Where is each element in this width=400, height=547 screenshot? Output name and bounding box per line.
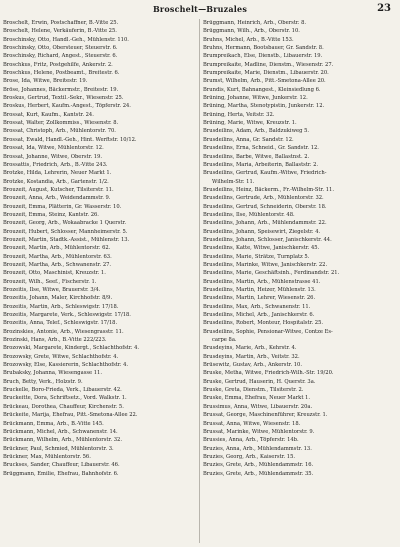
directory-entry: Brozeitis, Ilse, Witwe, Brauerstr. 3/4. bbox=[3, 287, 101, 293]
directory-entry: Bruzies, Grete, Arb., Mühlendammstr. 16. bbox=[203, 462, 314, 469]
directory-entry: Brückner, Paul, Schmied, Mühlentorstr. 3. bbox=[3, 445, 114, 452]
directory-entry: Broschkus, Helene, Postbeamt., Breitestr. 6. bbox=[3, 70, 120, 77]
directory-entry: Brüning, Johanne, Witwe, Junkerstr. 12. bbox=[203, 95, 308, 102]
directory-entry: Brumpreikach, Else, Dienstb., Libauerstr. 19. bbox=[203, 53, 323, 60]
directory-entry: Brückner, Max, Mühlentorstr. 56. bbox=[3, 453, 91, 460]
directory-entry: Brusdeilins, Gertrude, Arb., Mühlentorstr. 32. bbox=[203, 195, 324, 202]
directory-entry: Brouzeit, Martin, Stadtk.-Assist., Mühlenstr. 13. bbox=[3, 236, 130, 243]
directory-entry: Brusdeilins, Martin, Arb., Mühlenstrasse 41. bbox=[203, 278, 321, 285]
directory-entry: Brusdeilins, Erna, Schneid., Gr. Sandstr. 12. bbox=[203, 145, 319, 152]
directory-entry: Brumst, Wilhelm, Arb., Pitt.-Smetona-Allee 20. bbox=[203, 78, 326, 85]
directory-entry: Brusdeilins, Johann, Speisewirt, Ziegelstr. 4. bbox=[203, 228, 321, 235]
directory-entry: Brouzeit, Martin, Arb., Mühlentorstr. 62. bbox=[3, 245, 111, 252]
directory-entry: Brusdeilins, Anna, Gr. Sandstr. 12. bbox=[203, 136, 294, 143]
directory-entry: Brouzeit, Hubert, Schlosser, Mannheimerstr. 5. bbox=[3, 228, 128, 235]
directory-entry: Brouzeit, Otto, Maschinist, Kreuzstr. 1. bbox=[3, 270, 106, 277]
directory-entry: carpe 8a. bbox=[212, 337, 237, 344]
directory-entry: Brusdeilins, Maria, Arbeiterin, Ballaststr. 2. bbox=[203, 161, 319, 168]
directory-entry: Brouzeit, Wilh., Seef., Fischerstr. 1. bbox=[3, 278, 97, 285]
directory-entry: Brouzeit, Georg, Arb., Wokaabracke 1 Querstr. bbox=[3, 220, 127, 227]
directory-entry: Broschelt, Helene, Verkäuferin, B.-Vitte 25. bbox=[3, 28, 117, 35]
directory-entry: Broschelt, Erwin, Postschaffner, B.-Vitte 25. bbox=[3, 20, 119, 26]
page-header bbox=[0, 4, 400, 16]
directory-entry: Brossat, Ida, Witwe, Mühlentorstr. 12. bbox=[3, 145, 104, 152]
directory-entry: Bruckeitte, Dora, Schriftsetz., Vord. Walkstr. 1. bbox=[3, 395, 127, 402]
column-divider bbox=[199, 19, 200, 543]
directory-entry: Brusdeilins, Gertrud, Kaufm.-Witwe, Friedrich- bbox=[203, 170, 327, 177]
directory-entry: Brossat, Christoph, Arb., Mühlentorstr. 70. bbox=[3, 128, 116, 135]
directory-entry: Brusdeilins, Marie, Geschäftsinh., Ferdinandstr. 21. bbox=[203, 270, 340, 277]
directory-entry: Bruzies, Grete, Arb., Mühlendammstr. 35. bbox=[203, 470, 314, 477]
directory-entry: Brumpreikaite, Marie, Dienstm., Libauerstr. 20. bbox=[203, 70, 329, 77]
directory-entry: Brotzke, Kostandia, Arb., Gartenstr. 1/2. bbox=[3, 178, 109, 185]
directory-entry: Brüggmann, Wilh., Arb., Oberstr. 10. bbox=[203, 28, 300, 35]
directory-entry: Brusdeilins, Barbe, Witwe, Ballastnst. 2. bbox=[203, 153, 310, 160]
directory-entry: Brusdeilins, Sophie, Pensionar-Witwe, Contze Es- bbox=[203, 328, 333, 335]
directory-entry: Brussat, George, Maschinenführer, Kreuzstr. 1. bbox=[203, 412, 328, 419]
directory-entry: Brundis, Kurt, Bahnangest., Kleinsiedlung 6. bbox=[203, 86, 321, 93]
directory-entry: Brusdeilins, Michel, Arb., Janischkerstr. 6. bbox=[203, 312, 315, 319]
directory-entry: Brusdeilins, Marinke, Witwe, Janischkerstr. 22. bbox=[203, 261, 328, 268]
directory-entry: Brozeitis, Johann, Maler, Kirchhofstr. 8/9. bbox=[3, 295, 113, 302]
left-column bbox=[3, 19, 194, 478]
directory-entry: Brouzeit, August, Kutscher, Tilsiterstr. 11. bbox=[3, 186, 114, 193]
directory-entry: Brückmann, Wilhelm, Arb., Mühlentorstr. 32. bbox=[3, 437, 122, 444]
directory-entry: Brozeitis, Margarete, Verk., Schleswigstr. 17/18. bbox=[3, 312, 131, 319]
directory-entry: Brusdeyins, Martin, Arb., Veitstr. 32. bbox=[203, 353, 300, 360]
directory-entry: Bruzies, Georg, Arb., Kaiserstr. 15. bbox=[203, 453, 296, 460]
directory-entry: Brüning, Marie, Witwe, Kreuzstr. 1. bbox=[203, 120, 297, 127]
directory-entry: Bruske, Metha, Witwe, Friedrich-Wilh.-Str. 19/20. bbox=[203, 370, 334, 377]
directory-entry: Brusdeilins, Gertrud, Schneiderin, Oberstr. 18. bbox=[203, 203, 327, 210]
directory-entry: Brussimus, Anna, Witwe, Libauerstr. 20a. bbox=[203, 403, 313, 410]
directory-entry: Brouzeit, Martha, Arb., Mühlentorstr. 63. bbox=[3, 253, 112, 260]
running-head: Broschelt—Bruzales bbox=[152, 4, 248, 14]
directory-entry: Brozowski, Margarete, Kindergt., Schlachthofstr. 4. bbox=[3, 345, 140, 352]
directory-entry: Bruhns, Michel, Arb., B.-Vitte 153. bbox=[203, 36, 294, 43]
directory-entry: Brozeitis, Martin, Arb., Schleswigstr. 17/18. bbox=[3, 303, 119, 310]
directory-entry: Brüning, Herta, Veitstr. 32. bbox=[203, 111, 275, 118]
directory-entry: Broschkus, Fritz, Postgehilfe, Ankerstr. 2. bbox=[3, 61, 113, 68]
directory-entry: Brückmann, Emma, Arb., B.-Vitte 145. bbox=[3, 420, 104, 427]
directory-entry: Brussies, Anna, Arb., Töpferstr. 14b. bbox=[203, 437, 299, 444]
directory-entry: Broskus, Herbert, Kaufm.-Angest., Töpferstr. 24. bbox=[3, 103, 131, 110]
directory-entry: Brussat, Marinke, Witwe, Mühlentorstr. 9. bbox=[203, 428, 315, 435]
directory-entry: Brusdeilins, Adam, Arb., Baldzukiweg 5. bbox=[203, 128, 310, 135]
directory-entry: Brüsewitz, Gustav, Arb., Ankerstr. 10. bbox=[203, 362, 302, 369]
directory-entry: Brusdeilins, Martin, Lehrer, Wiesenstr. 26. bbox=[203, 295, 316, 302]
directory-entry: Brusdeilins, Johann, Schlosser, Janischkerstr. 44. bbox=[203, 236, 332, 243]
directory-entry: Broschinsky, Otto, Obersteuer, Steuerstr. 6. bbox=[3, 45, 118, 52]
directory-entry: Brossattis, Friedrich, Arb., B.-Vitte 243. bbox=[3, 161, 108, 168]
directory-entry: Brusdeilins, Max, Arb., Schwanenstr. 11. bbox=[203, 303, 311, 310]
directory-entry: Brouzeit, Anna, Arb., Weidendammstr. 9. bbox=[3, 195, 111, 202]
directory-entry: Brüggmann, Heinrich, Arb., Oberstr. 8. bbox=[203, 20, 307, 26]
directory-entry: Brusdeilins, Johann, Arb., Mühlendammstr. 22. bbox=[203, 220, 327, 227]
directory-entry: Brusdeilins, Robert, Monteur, Hospitalstr. 25. bbox=[203, 320, 324, 327]
directory-entry: Brouzeit, Martha, Arb., Schwanenstr. 27. bbox=[3, 261, 112, 268]
directory-entry: Brückeite, Marija, Ehefrau, Pitt.-Smetona-Allee 22. bbox=[3, 412, 138, 419]
directory-entry: Brüggmann, Emilie, Ehefrau, Bahnhofstr. 6. bbox=[3, 470, 119, 477]
directory-entry: Bruckelle, Boro-Frieda, Verk., Libauerstr. 42. bbox=[3, 387, 122, 394]
directory-entry: Brusdeilins, Heinz, Bäckerm., Fr.-Wilhelm-Str. 11. bbox=[203, 186, 334, 193]
directory-entry: Brüning, Martha, Stenotypistin, Junkerstr. 12. bbox=[203, 103, 325, 110]
directory-entry: Broschinsky, Richard, Angest., Steuerstr. 6. bbox=[3, 53, 118, 60]
directory-entry: Brouzeit, Emma, Steinz, Kantstr. 26. bbox=[3, 211, 99, 218]
directory-entry: Bruzies, Anna, Arb., Mühlendammstr. 13. bbox=[203, 445, 312, 452]
directory-entry: Brossat, Johanne, Witwe, Oberstr. 19. bbox=[3, 153, 103, 160]
directory-entry: Brose, Ida, Witwe, Breitestr. 19. bbox=[3, 78, 88, 85]
directory-entry: Brozowsky, Else, Kassiererin, Schlachthofstr. 4. bbox=[3, 362, 129, 369]
directory-entry: Brozowsky, Grete, Witwe, Schlachthofstr. 4. bbox=[3, 353, 119, 360]
directory-entry: Brozinskies, Antonie, Arb., Wiesengrasstr. 11. bbox=[3, 328, 124, 335]
directory-entry: Brusdeilins, Marie, Strätze, Turnplatz 5. bbox=[203, 253, 310, 260]
directory-entry: Brossat, Walter, Zollkommiss., Wiesenstr. 8. bbox=[3, 120, 119, 127]
directory-entry: Brusdeilins, Ilse, Mühlentorstr. 48. bbox=[203, 211, 295, 218]
directory-entry: Brozeitis, Anna, Telef., Schleswigstr. 17/18. bbox=[3, 320, 118, 327]
directory-entry: Brusdeilins, Katte, Witwe, Janischkerstr. 45. bbox=[203, 245, 320, 252]
page-number: 23 bbox=[377, 3, 391, 14]
directory-entry: Bruhns, Hermann, Bootsbauer, Gr. Sandstr. 8. bbox=[203, 45, 324, 52]
directory-entry: Brusdeilins, Martin, Heizer, Mühlenstr. 13. bbox=[203, 287, 316, 293]
directory-entry: Brückmann, Michel, Arb., Schwanenstr. 14. bbox=[3, 428, 118, 435]
directory-entry: Broskus, Gertrud, Textil.-Sekr., Wiesenstr. 25. bbox=[3, 95, 124, 102]
directory-entry: Brumpreikaite, Madline, Dienstm., Wiesenstr. 27. bbox=[203, 61, 334, 68]
directory-entry: Bruske, Emma, Ehefrau, Neuer Markt 1. bbox=[203, 395, 311, 402]
directory-entry: Bruske, Greta, Dienstm., Tilsiterstr. 2. bbox=[203, 387, 304, 394]
directory-entry: Bruske, Gertrud, Hauserin, H. Querstr. 3a. bbox=[203, 378, 316, 385]
directory-entry: Brotzke, Hilda, Lehrerin, Neuer Markt 1. bbox=[3, 170, 112, 177]
directory-entry: Brusdeyins, Marie, Arb., Kehrstr. 4. bbox=[203, 345, 297, 352]
directory-entry: Brossat, Kurt, Kaufm., Kantstr. 24. bbox=[3, 111, 94, 118]
directory-entry: Bruckses, Sander, Chauffeur, Libauerstr. 46. bbox=[3, 462, 120, 469]
directory-entry: Broschinsky, Otto, Handl.-Geh., Mühlenstr. 110. bbox=[3, 36, 129, 43]
directory-entry: Wilhelm-Str. 11. bbox=[212, 178, 255, 185]
directory-entry: Brubaksky, Johanna, Wiesengasse 11. bbox=[3, 370, 102, 377]
directory-entry: Brossat, Ewald, Handl.-Geh., Hint. Werftstr. 10/12. bbox=[3, 136, 137, 143]
directory-entry: Brozinski, Hans, Arb., B.-Vitte 222/223. bbox=[3, 337, 107, 344]
directory-entry: Brouzeit, Emma, Plätterin, Gr. Wasserstr. 10. bbox=[3, 203, 122, 210]
directory-entry: Bruch, Betty, Verk., Holzstr. 9. bbox=[3, 378, 83, 385]
directory-entry: Brückeau, Dorothea, Chauffeur, Kirchenstr. 5. bbox=[3, 403, 124, 410]
directory-entry: Bröse, Johannes, Bäckermstr., Breitestr. 19. bbox=[3, 86, 119, 93]
right-column bbox=[203, 19, 394, 478]
directory-entry: Brussat, Anna, Witwe, Wiesenstr. 18. bbox=[203, 420, 301, 427]
